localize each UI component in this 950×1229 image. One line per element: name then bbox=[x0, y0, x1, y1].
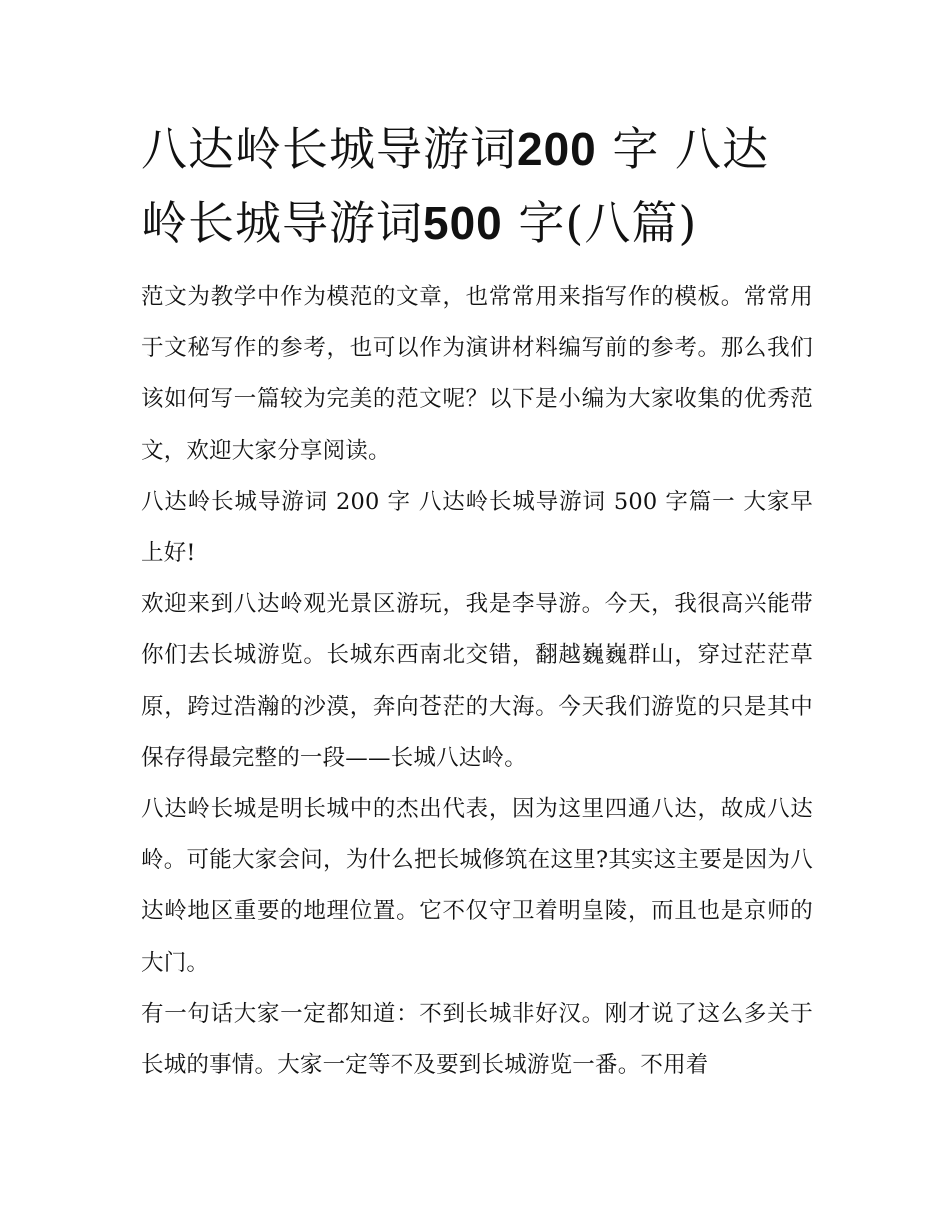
document-body bbox=[141, 272, 813, 1091]
paragraph-welcome: 欢迎来到八达岭观光景区游玩，我是李导游。今天，我很高兴能带你们去长城游览。长城东西南北交错，翻越巍巍群山，穿过茫茫草原，跨过浩瀚的沙漠，奔向苍茫的大海。今天我们游览的只是其中保存得最完整的一段——长城八达岭。 bbox=[141, 591, 813, 771]
paragraph-intro: 范文为教学中作为模范的文章，也常常用来指写作的模板。常常用于文秘写作的参考，也可以作为演讲材料编写前的参考。那么我们该如何写一篇较为完美的范文呢？以下是小编为大家收集的优秀范文，欢迎大家分享阅读。 bbox=[141, 284, 813, 464]
page-title bbox=[141, 112, 813, 260]
document-page bbox=[141, 112, 813, 1091]
paragraph-history: 八达岭长城是明长城中的杰出代表，因为这里四通八达，故成八达岭。可能大家会问，为什么把长城修筑在这里?其实这主要是因为八达岭地区重要的地理位置。它不仅守卫着明皇陵，而且也是京师的大门。 bbox=[141, 796, 813, 976]
paragraph-section-heading: 八达岭长城导游词 200 字 八达岭长城导游词 500 字篇一 大家早上好! bbox=[141, 488, 813, 567]
paragraph-proverb: 有一句话大家一定都知道：不到长城非好汉。刚才说了这么多关于长城的事情。大家一定等不及要到长城游览一番。不用着 bbox=[141, 1000, 813, 1079]
title-line-1: 八达岭长城导游词200 字 八达 bbox=[141, 122, 769, 176]
title-line-2: 岭长城导游词500 字(八篇) bbox=[141, 196, 698, 250]
